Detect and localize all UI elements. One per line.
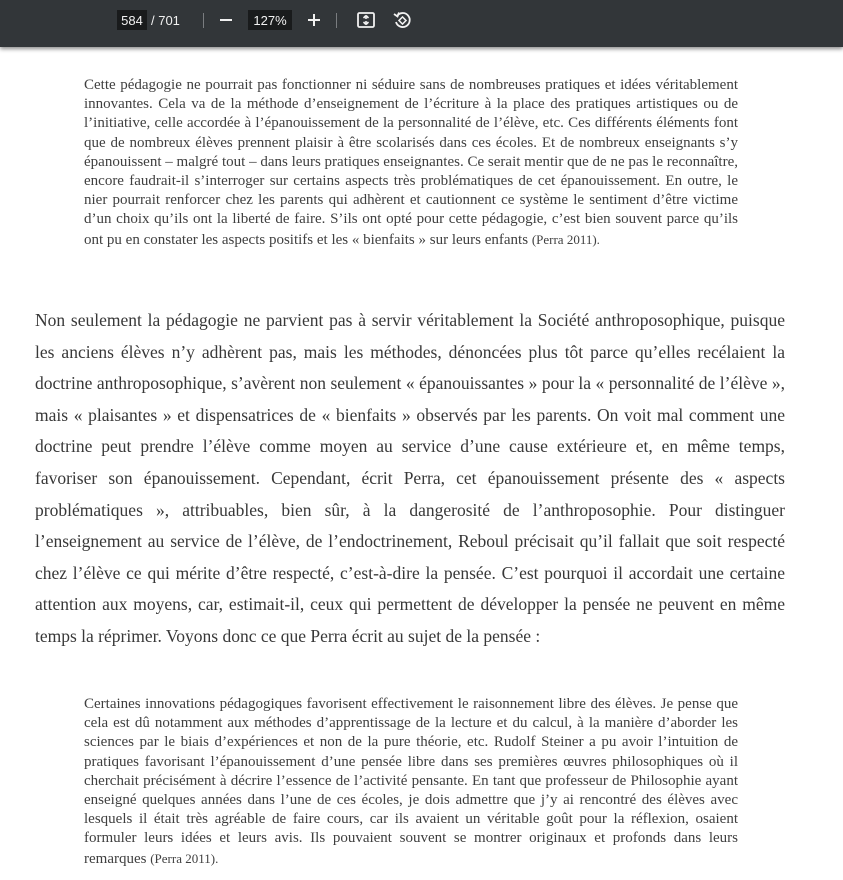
fit-to-page-button[interactable]	[353, 8, 379, 32]
page-total: / 701	[151, 13, 180, 28]
quote-citation: (Perra 2011).	[150, 850, 219, 866]
pdf-toolbar	[0, 0, 843, 47]
document-page	[0, 47, 843, 880]
block-quote-1	[84, 76, 738, 250]
fit-to-page-icon	[356, 10, 376, 30]
rotate-icon	[392, 10, 412, 30]
block-quote-2	[84, 695, 738, 869]
page-number-input[interactable]	[117, 10, 147, 30]
toolbar-separator	[336, 13, 337, 28]
zoom-level-input[interactable]	[248, 10, 292, 30]
quote-citation: (Perra 2011).	[531, 231, 600, 247]
quote-text: Certaines innovations pédagogiques favorisent effectivement le raisonnement libre des élèves. Je pense que cela est dû notamment aux méthodes d’apprentissage de la lecture et du calcul, à la manière d’aborder les sciences par le biais d’expériences et non de la pure théorie, etc. Rudolf Steiner a pu avoir l’intuition de pratiques favorisant l’épanouissement d’une pensée libre dans ses premières œuvres philosophiques où il cherchait précisément à décrire l’essence de l’activité pensante. En tant que professeur de Philosophie ayant enseigné quelques années dans l’une de ces écoles, je dois admettre que j’y ai rencontré des élèves avec lesquels il était très agréable de faire cours, car ils avaient un véritable goût pour la réflexion, osaient formuler leurs idées et leurs avis. Ils pouvaient souvent se montrer originaux et profonds dans leurs remarques	[84, 696, 738, 867]
zoom-in-button[interactable]	[301, 8, 327, 32]
quote-text: Cette pédagogie ne pourrait pas fonctionner ni séduire sans de nombreuses pratiques et idées véritablement innovantes. Cela va de la méthode d’enseignement de l’écriture à la place des pratiques artistiques ou de l’initiative, celle accordée à l’épanouissement de la personnalité de l’élève, etc. Ces différents éléments font que de nombreux élèves prennent plaisir à être scolarisés dans ces écoles. Et de nombreux enseignants s’y épanouissent – malgré tout – dans leurs pratiques enseignantes. Ce serait mentir que de ne pas le reconnaître, encore faudrait-il s’interroger sur certains aspects très problématiques de cet épanouissement. En outre, le nier pourrait renforcer chez les parents qui adhèrent et cautionnent ce système le sentiment d’être victime d’un choix qu’ils ont la liberté de faire. S’ils ont opté pour cette pédagogie, c’est bien souvent parce qu’ils ont pu en constater les aspects positifs et les « bienfaits » sur leurs enfants	[84, 77, 738, 248]
minus-icon	[219, 13, 233, 27]
body-paragraph: Non seulement la pédagogie ne parvient pas à servir véritablement la Société anthroposophique, puisque les anciens élèves n’y adhèrent pas, mais les méthodes, dénoncées plus tôt parce qu’elles recélaient la doctrine anthroposophique, s’avèrent non seulement « épanouissantes » pour la « personnalité de l’élève », mais « plaisantes » et dispensatrices de « bienfaits » observés par les parents. On voit mal comment une doctrine peut prendre l’élève comme moyen au service d’une cause extérieure et, en même temps, favoriser son épanouissement. Cependant, écrit Perra, cet épanouissement présente des « aspects problématiques », attribuables, bien sûr, à la dangerosité de l’anthroposophie. Pour distinguer l’enseignement au service de l’élève, de l’endoctrinement, Reboul précisait qu’il fallait que soit respecté chez l’élève ce qui mérite d’être respecté, c’est-à-dire la pensée. C’est pourquoi il accordait une certaine attention aux moyens, car, estimait-il, ceux qui permettent de développer la pensée ne peuvent en même temps la réprimer. Voyons donc ce que Perra écrit au sujet de la pensée :	[35, 310, 785, 646]
toolbar-separator	[203, 13, 204, 28]
plus-icon	[307, 13, 321, 27]
rotate-button[interactable]	[389, 8, 415, 32]
zoom-out-button[interactable]	[213, 8, 239, 32]
